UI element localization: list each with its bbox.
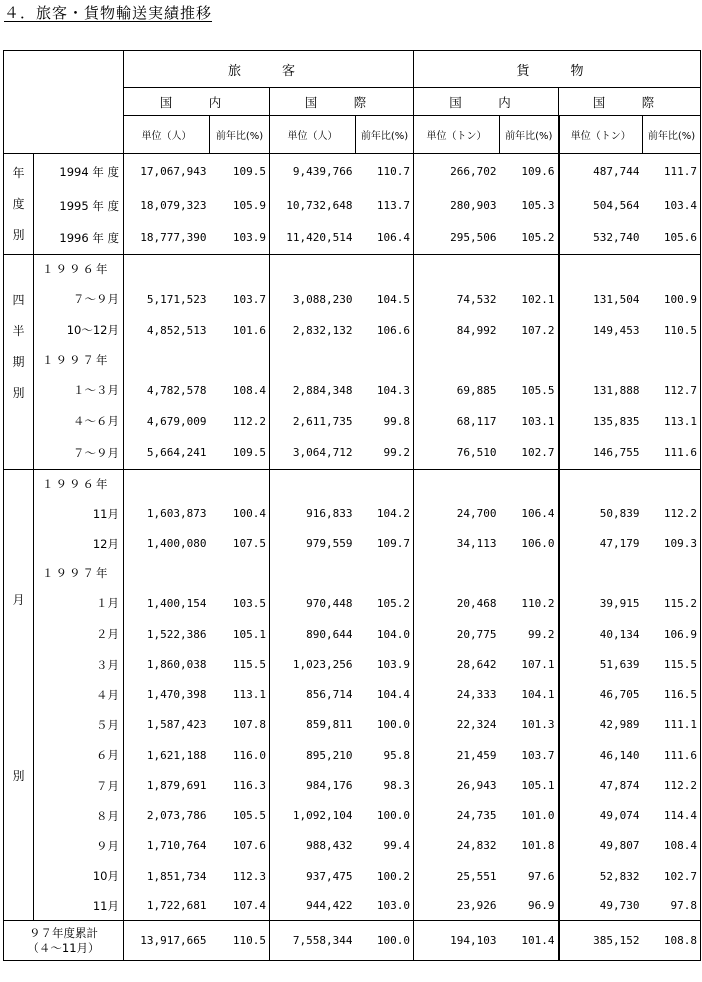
yoy-cell: 113.1 (210, 680, 270, 710)
annual-section (4, 154, 701, 255)
yoy-cell (210, 470, 270, 499)
unit-header: 単位（人） (270, 116, 356, 154)
yoy-cell (356, 346, 414, 375)
value-cell: 970,448 (306, 596, 353, 610)
table-row (4, 831, 701, 861)
yoy-cell: 101.0 (500, 801, 559, 831)
value-cell: 3,088,230 (292, 292, 353, 306)
yoy-cell: 107.8 (210, 710, 270, 740)
value-cell (559, 470, 643, 499)
transport-results-table (3, 50, 701, 961)
value-cell: 280,903 (450, 199, 497, 212)
yoy-cell: 102.7 (500, 437, 559, 470)
yoy-cell: 100.0 (356, 921, 414, 961)
yoy-cell (643, 559, 701, 588)
value-cell: 24,700 (456, 507, 497, 520)
yoy-cell: 101.6 (210, 315, 270, 346)
yoy-cell: 115.5 (210, 650, 270, 680)
value-cell: 26,943 (456, 779, 497, 792)
value-cell: 1,400,154 (146, 596, 207, 610)
yoy-cell: 110.7 (356, 154, 414, 190)
yoy-cell: 112.7 (643, 375, 701, 406)
value-cell: 487,744 (559, 154, 643, 190)
yoy-cell: 106.0 (500, 529, 559, 559)
value-cell: 24,333 (456, 688, 497, 701)
value-cell: 1,722,681 (146, 899, 207, 913)
yoy-cell: 114.4 (643, 801, 701, 831)
yoy-cell: 115.5 (643, 650, 701, 680)
value-cell: 988,432 (306, 839, 353, 852)
yoy-cell: 105.1 (210, 619, 270, 650)
yoy-cell: 103.7 (210, 284, 270, 315)
yoy-cell: 100.0 (356, 710, 414, 740)
value-cell: 51,639 (559, 650, 643, 680)
quarterly-section-label (4, 255, 34, 470)
yoy-cell: 112.2 (643, 771, 701, 801)
table-row (4, 861, 701, 892)
yoy-cell (500, 346, 559, 375)
value-cell: 149,453 (559, 315, 643, 346)
passenger-international-header: 国 際 (270, 88, 414, 116)
period-label: 11月 (34, 892, 124, 921)
yoy-cell: 110.2 (500, 588, 559, 619)
value-cell: 25,551 (456, 869, 497, 883)
section-label-char: 半 (12, 324, 25, 338)
table-row (4, 619, 701, 650)
yoy-cell (356, 559, 414, 588)
yoy-cell: 100.0 (356, 801, 414, 831)
yoy-cell: 105.3 (500, 190, 559, 222)
value-cell: 40,134 (559, 619, 643, 650)
value-cell: 1,621,188 (146, 748, 207, 762)
period-label: １～３月 (34, 375, 124, 406)
section-label-char: 度 (12, 197, 25, 211)
value-cell: 131,504 (559, 284, 643, 315)
period-label: ７～９月 (34, 437, 124, 470)
yoy-cell: 103.5 (210, 588, 270, 619)
value-cell: 1,860,038 (146, 658, 207, 671)
yoy-cell: 99.8 (356, 406, 414, 437)
period-label: 10～12月 (34, 315, 124, 346)
yoy-cell: 99.4 (356, 831, 414, 861)
value-cell: 859,811 (306, 718, 353, 731)
yoy-cell (210, 255, 270, 284)
value-cell: 2,611,735 (292, 414, 353, 428)
value-cell: 13,917,665 (124, 921, 210, 961)
value-cell: 984,176 (306, 779, 353, 792)
value-cell: 52,832 (559, 861, 643, 892)
value-cell (559, 559, 643, 588)
value-cell: 17,067,943 (124, 154, 210, 190)
table-row (4, 588, 701, 619)
yoy-cell: 110.5 (210, 921, 270, 961)
value-cell: 34,113 (456, 537, 497, 550)
value-cell: 1,400,080 (146, 537, 207, 550)
value-cell (270, 255, 356, 284)
yoy-cell: 104.1 (500, 680, 559, 710)
unit-header: 単位（トン） (414, 116, 500, 154)
value-cell: 1,023,256 (292, 658, 353, 671)
year-label: １９９７年 (34, 559, 124, 588)
table-row (4, 559, 701, 588)
value-cell: 135,835 (559, 406, 643, 437)
value-cell: 20,468 (456, 596, 497, 610)
table-row (4, 255, 701, 284)
section-label-char: 四 (12, 293, 25, 307)
period-label: 11月 (34, 499, 124, 529)
value-cell: 39,915 (559, 588, 643, 619)
period-label: ４～６月 (34, 406, 124, 437)
yoy-cell: 102.1 (500, 284, 559, 315)
yoy-cell (356, 255, 414, 284)
value-cell (414, 346, 500, 375)
yoy-cell: 105.2 (356, 588, 414, 619)
yoy-cell: 103.4 (643, 190, 701, 222)
value-cell: 24,735 (456, 809, 497, 822)
year-label: １９９７年 (34, 346, 124, 375)
period-label: 1994 年 度 (34, 154, 124, 190)
cumulative-label (4, 921, 124, 961)
yoy-cell: 100.2 (356, 861, 414, 892)
yoy-cell: 111.6 (643, 740, 701, 771)
table-row (4, 190, 701, 222)
table-row (4, 771, 701, 801)
value-cell: 69,885 (456, 383, 497, 397)
yoy-cell: 97.6 (500, 861, 559, 892)
value-cell: 18,079,323 (140, 199, 207, 212)
yoy-cell: 101.3 (500, 710, 559, 740)
value-cell: 18,777,390 (140, 231, 207, 245)
section-label-char: 別 (12, 769, 25, 783)
value-cell: 5,171,523 (146, 292, 207, 306)
table-row (4, 346, 701, 375)
period-label: ５月 (34, 710, 124, 740)
value-cell: 3,064,712 (292, 446, 353, 460)
value-cell: 11,420,514 (286, 231, 353, 245)
passenger-domestic-header: 国 内 (124, 88, 270, 116)
cumulative-section (4, 921, 701, 961)
yoy-cell: 104.0 (356, 619, 414, 650)
table-row (4, 499, 701, 529)
yoy-cell: 113.7 (356, 190, 414, 222)
yoy-cell (500, 470, 559, 499)
value-cell: 76,510 (456, 446, 497, 460)
value-cell: 1,879,691 (146, 779, 207, 792)
value-cell: 890,644 (306, 627, 353, 641)
value-cell: 24,832 (456, 839, 497, 852)
value-cell: 979,559 (306, 537, 353, 550)
table-row (4, 710, 701, 740)
value-cell: 856,714 (306, 688, 353, 701)
corner-cell (4, 51, 124, 154)
yoy-cell: 107.5 (210, 529, 270, 559)
unit-header: 単位（人） (124, 116, 210, 154)
yoy-cell (643, 470, 701, 499)
yoy-cell: 100.4 (210, 499, 270, 529)
value-cell: 28,642 (456, 658, 497, 671)
value-cell (414, 470, 500, 499)
table-row (4, 437, 701, 470)
value-cell: 42,989 (559, 710, 643, 740)
yoy-cell: 111.1 (643, 710, 701, 740)
yoy-cell: 99.2 (500, 619, 559, 650)
value-cell: 2,073,786 (146, 809, 207, 822)
yoy-cell: 103.9 (356, 650, 414, 680)
yoy-cell: 107.4 (210, 892, 270, 921)
value-cell (414, 559, 500, 588)
period-label: ４月 (34, 680, 124, 710)
yoy-cell: 101.8 (500, 831, 559, 861)
monthly-section (4, 470, 701, 921)
value-cell: 266,702 (414, 154, 500, 190)
period-label: ７～９月 (34, 284, 124, 315)
yoy-cell: 104.3 (356, 375, 414, 406)
yoy-cell: 110.5 (643, 315, 701, 346)
yoy-cell: 105.1 (500, 771, 559, 801)
yoy-header: 前年比(%) (210, 116, 270, 154)
yoy-cell: 108.4 (210, 375, 270, 406)
value-cell: 1,851,734 (146, 869, 207, 883)
table-row (4, 801, 701, 831)
section-label-char: 別 (12, 386, 25, 400)
yoy-cell: 107.1 (500, 650, 559, 680)
value-cell: 68,117 (456, 414, 497, 428)
table-row (4, 315, 701, 346)
yoy-cell: 103.0 (356, 892, 414, 921)
value-cell (124, 255, 210, 284)
cargo-domestic-header: 国 内 (414, 88, 559, 116)
value-cell: 131,888 (559, 375, 643, 406)
value-cell (414, 255, 500, 284)
page-title: ４．旅客・貨物輸送実績推移 (4, 4, 213, 22)
cargo-international-header: 国 際 (559, 88, 701, 116)
passenger-header: 旅 客 (124, 51, 414, 88)
yoy-cell: 109.6 (500, 154, 559, 190)
value-cell (270, 346, 356, 375)
value-cell: 194,103 (414, 921, 500, 961)
section-label-char: 期 (12, 355, 25, 369)
yoy-cell: 109.5 (210, 154, 270, 190)
yoy-cell (500, 559, 559, 588)
yoy-cell: 97.8 (643, 892, 701, 921)
cargo-header: 貨 物 (414, 51, 701, 88)
monthly-section-label (4, 470, 34, 921)
cumulative-label-line2: （４～11月） (27, 940, 100, 955)
value-cell: 20,775 (456, 627, 497, 641)
yoy-cell: 105.6 (643, 222, 701, 255)
yoy-cell: 112.2 (210, 406, 270, 437)
unit-header: 単位（トン） (559, 116, 643, 154)
year-label: １９９６年 (34, 255, 124, 284)
value-cell: 22,324 (456, 718, 497, 731)
period-label: ３月 (34, 650, 124, 680)
yoy-cell: 113.1 (643, 406, 701, 437)
value-cell: 4,679,009 (146, 414, 207, 428)
section-label-char: 月 (12, 593, 25, 607)
yoy-cell (500, 255, 559, 284)
yoy-cell: 106.4 (500, 499, 559, 529)
year-label: １９９６年 (34, 470, 124, 499)
period-label: 12月 (34, 529, 124, 559)
value-cell (124, 559, 210, 588)
yoy-cell (643, 255, 701, 284)
yoy-header: 前年比(%) (500, 116, 559, 154)
yoy-cell: 105.2 (500, 222, 559, 255)
value-cell: 49,730 (559, 892, 643, 921)
yoy-cell: 106.4 (356, 222, 414, 255)
value-cell: 46,705 (559, 680, 643, 710)
value-cell: 385,152 (559, 921, 643, 961)
yoy-cell: 103.9 (210, 222, 270, 255)
yoy-cell (643, 346, 701, 375)
yoy-cell: 107.6 (210, 831, 270, 861)
value-cell: 895,210 (306, 748, 353, 762)
value-cell: 1,522,386 (146, 627, 207, 641)
value-cell: 10,732,648 (286, 199, 353, 212)
section-label-char: 別 (12, 228, 25, 242)
yoy-cell: 104.4 (356, 680, 414, 710)
value-cell: 1,710,764 (146, 839, 207, 852)
yoy-cell: 116.5 (643, 680, 701, 710)
yoy-cell: 103.7 (500, 740, 559, 771)
value-cell: 2,832,132 (292, 323, 353, 337)
yoy-cell: 111.6 (643, 437, 701, 470)
yoy-cell: 111.7 (643, 154, 701, 190)
yoy-cell: 99.2 (356, 437, 414, 470)
value-cell: 1,470,398 (146, 688, 207, 701)
yoy-header: 前年比(%) (356, 116, 414, 154)
yoy-cell: 95.8 (356, 740, 414, 771)
yoy-cell: 109.5 (210, 437, 270, 470)
value-cell: 1,603,873 (146, 507, 207, 520)
yoy-cell: 107.2 (500, 315, 559, 346)
value-cell: 46,140 (559, 740, 643, 771)
period-label: 10月 (34, 861, 124, 892)
yoy-cell: 104.5 (356, 284, 414, 315)
value-cell: 532,740 (559, 222, 643, 255)
value-cell: 49,074 (559, 801, 643, 831)
value-cell: 944,422 (306, 899, 353, 913)
yoy-cell: 105.9 (210, 190, 270, 222)
value-cell (270, 559, 356, 588)
yoy-cell: 108.4 (643, 831, 701, 861)
value-cell (559, 255, 643, 284)
value-cell: 2,884,348 (292, 383, 353, 397)
value-cell: 47,874 (559, 771, 643, 801)
yoy-cell: 115.2 (643, 588, 701, 619)
table-row (4, 680, 701, 710)
table-row (4, 375, 701, 406)
table-row (4, 529, 701, 559)
value-cell: 23,926 (456, 899, 497, 913)
table-row (4, 284, 701, 315)
period-label: ６月 (34, 740, 124, 771)
table-row (4, 154, 701, 190)
value-cell (124, 346, 210, 375)
period-label: ２月 (34, 619, 124, 650)
period-label: 1996 年 度 (34, 222, 124, 255)
yoy-cell: 116.3 (210, 771, 270, 801)
period-label: １月 (34, 588, 124, 619)
value-cell: 146,755 (559, 437, 643, 470)
value-cell: 7,558,344 (270, 921, 356, 961)
period-label: ７月 (34, 771, 124, 801)
yoy-cell: 98.3 (356, 771, 414, 801)
value-cell (270, 470, 356, 499)
value-cell: 49,807 (559, 831, 643, 861)
table-row (4, 470, 701, 499)
value-cell: 4,782,578 (146, 383, 207, 397)
period-label: ９月 (34, 831, 124, 861)
value-cell (559, 346, 643, 375)
value-cell: 74,532 (456, 292, 497, 306)
yoy-cell: 105.5 (210, 801, 270, 831)
yoy-header: 前年比(%) (643, 116, 701, 154)
yoy-cell: 109.7 (356, 529, 414, 559)
yoy-cell: 104.2 (356, 499, 414, 529)
value-cell: 84,992 (456, 323, 497, 337)
yoy-cell: 112.2 (643, 499, 701, 529)
yoy-cell: 102.7 (643, 861, 701, 892)
value-cell: 295,506 (450, 231, 497, 245)
yoy-cell: 103.1 (500, 406, 559, 437)
yoy-cell (210, 346, 270, 375)
annual-section-label (4, 154, 34, 255)
yoy-cell: 108.8 (643, 921, 701, 961)
yoy-cell: 100.9 (643, 284, 701, 315)
value-cell: 9,439,766 (270, 154, 356, 190)
table-row (4, 650, 701, 680)
value-cell: 5,664,241 (146, 446, 207, 460)
cumulative-label-line1: ９７年度累計 (29, 925, 98, 940)
value-cell: 1,092,104 (292, 809, 353, 822)
yoy-cell: 105.5 (500, 375, 559, 406)
yoy-cell: 116.0 (210, 740, 270, 771)
section-label-char: 年 (12, 166, 25, 180)
value-cell: 937,475 (306, 869, 353, 883)
period-label: 1995 年 度 (34, 190, 124, 222)
table-row (4, 406, 701, 437)
cumulative-row (4, 921, 701, 961)
value-cell: 504,564 (559, 190, 643, 222)
yoy-cell: 112.3 (210, 861, 270, 892)
yoy-cell: 106.9 (643, 619, 701, 650)
value-cell: 916,833 (306, 507, 353, 520)
value-cell (124, 470, 210, 499)
yoy-cell (356, 470, 414, 499)
value-cell: 21,459 (456, 748, 497, 762)
value-cell: 1,587,423 (146, 718, 207, 731)
table-row (4, 222, 701, 255)
yoy-cell: 96.9 (500, 892, 559, 921)
table-row (4, 892, 701, 921)
yoy-cell: 101.4 (500, 921, 559, 961)
value-cell: 47,179 (559, 529, 643, 559)
period-label: ８月 (34, 801, 124, 831)
quarterly-section (4, 255, 701, 470)
value-cell: 4,852,513 (146, 323, 207, 337)
yoy-cell (210, 559, 270, 588)
table-row (4, 740, 701, 771)
yoy-cell: 106.6 (356, 315, 414, 346)
value-cell: 50,839 (559, 499, 643, 529)
yoy-cell: 109.3 (643, 529, 701, 559)
